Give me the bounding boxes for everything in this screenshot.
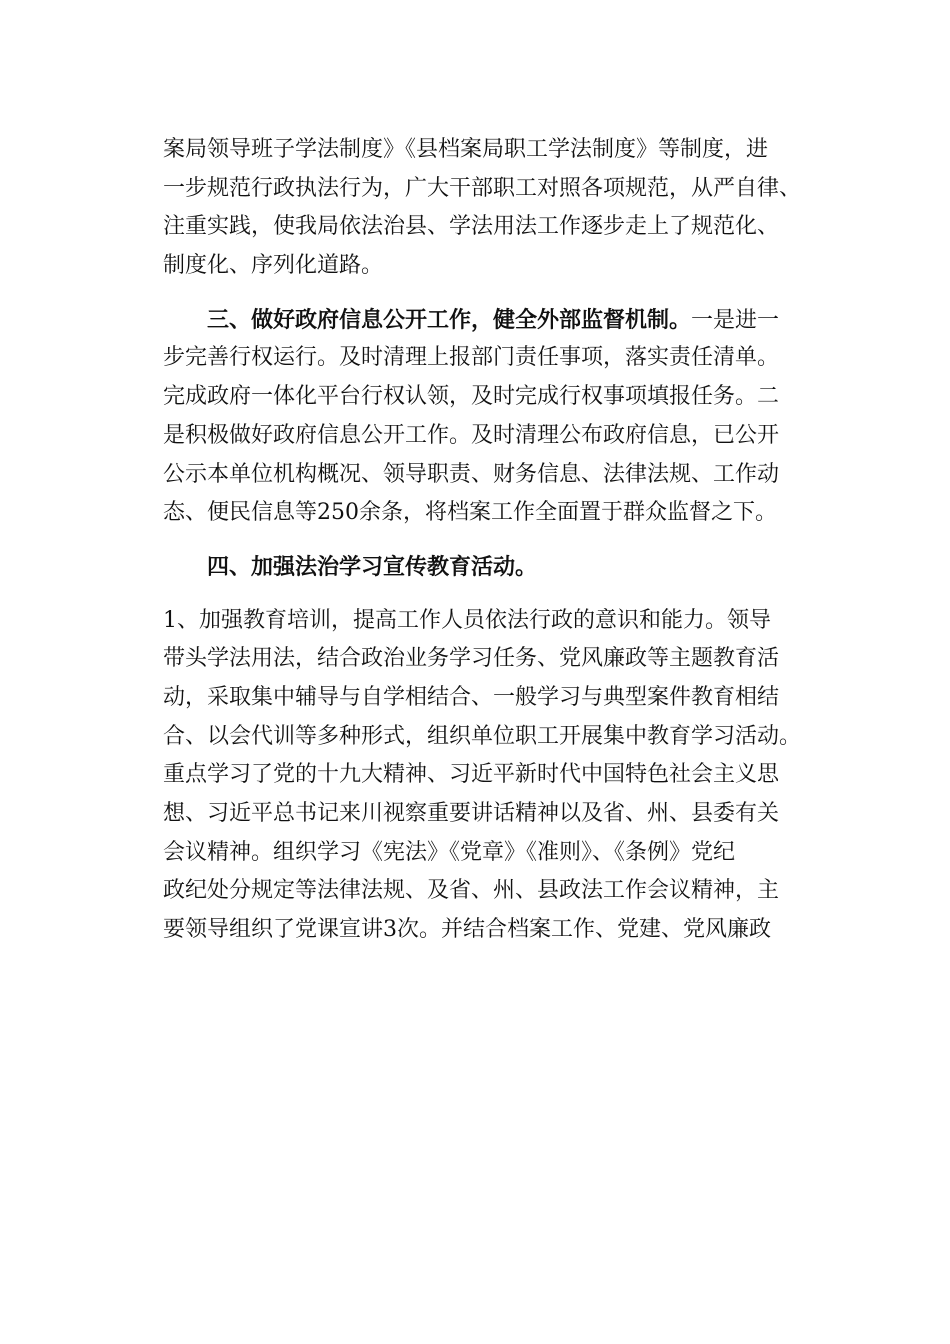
text-line: 步完善行权运行。及时清理上报部门责任事项，落实责任清单。 <box>163 345 780 371</box>
text-line: 会议精神。组织学习《宪法》《党章》《准则》、《条例》党纪 <box>163 839 736 865</box>
text-line: 1、加强教育培训，提高工作人员依法行政的意识和能力。领导 <box>163 607 771 633</box>
text-line: 一步规范行政执法行为，广大干部职工对照各项规范，从严自律、 <box>163 175 802 201</box>
paragraph-4 <box>163 602 803 950</box>
text-line: 重点学习了党的十九大精神、习近平新时代中国特色社会主义思 <box>163 762 780 788</box>
text-line: 注重实践，使我局依法治县、学法用法工作逐步走上了规范化、 <box>163 214 780 240</box>
text-line: 想、习近平总书记来川视察重要讲话精神以及省、州、县委有关 <box>163 801 780 826</box>
text-line: 合、以会代训等多种形式，组织单位职工开展集中教育学习活动。 <box>163 723 802 749</box>
text-line: 案局领导班子学法制度》《县档案局职工学法制度》等制度，进 <box>163 137 769 162</box>
heading-line-rest: 一是进一 <box>691 307 780 333</box>
paragraph-gap <box>163 533 803 548</box>
text-line: 完成政府一体化平台行权认领，及时完成行权事项填报任务。二 <box>163 384 780 410</box>
text-line: 是积极做好政府信息公开工作。及时清理公布政府信息，已公开 <box>163 422 780 448</box>
text-line <box>163 301 803 340</box>
paragraph-1 <box>163 131 803 286</box>
text-line: 公示本单位机构概况、领导职责、财务信息、法律法规、工作动 <box>163 461 780 487</box>
paragraph-3 <box>163 548 803 587</box>
section-heading-4: 四、加强法治学习宣传教育活动。 <box>207 553 538 580</box>
paragraph-gap <box>163 286 803 301</box>
text-line: 动，采取集中辅导与自学相结合、一般学习与典型案件教育相结 <box>163 684 780 710</box>
text-line: 要领导组织了党课宣讲3次。并结合档案工作、党建、党风廉政 <box>163 917 771 943</box>
paragraph-2 <box>163 301 803 533</box>
document-body <box>163 131 803 950</box>
paragraph-gap <box>163 587 803 602</box>
text-line: 带头学法用法，结合政治业务学习任务、党风廉政等主题教育活 <box>163 646 780 672</box>
text-line: 制度化、序列化道路。 <box>163 253 384 279</box>
section-heading-3: 三、做好政府信息公开工作，健全外部监督机制。 <box>207 306 692 333</box>
text-line: 态、便民信息等250余条，将档案工作全面置于群众监督之下。 <box>163 500 777 526</box>
text-line: 政纪处分规定等法律法规、及省、州、县政法工作会议精神，主 <box>163 878 780 904</box>
